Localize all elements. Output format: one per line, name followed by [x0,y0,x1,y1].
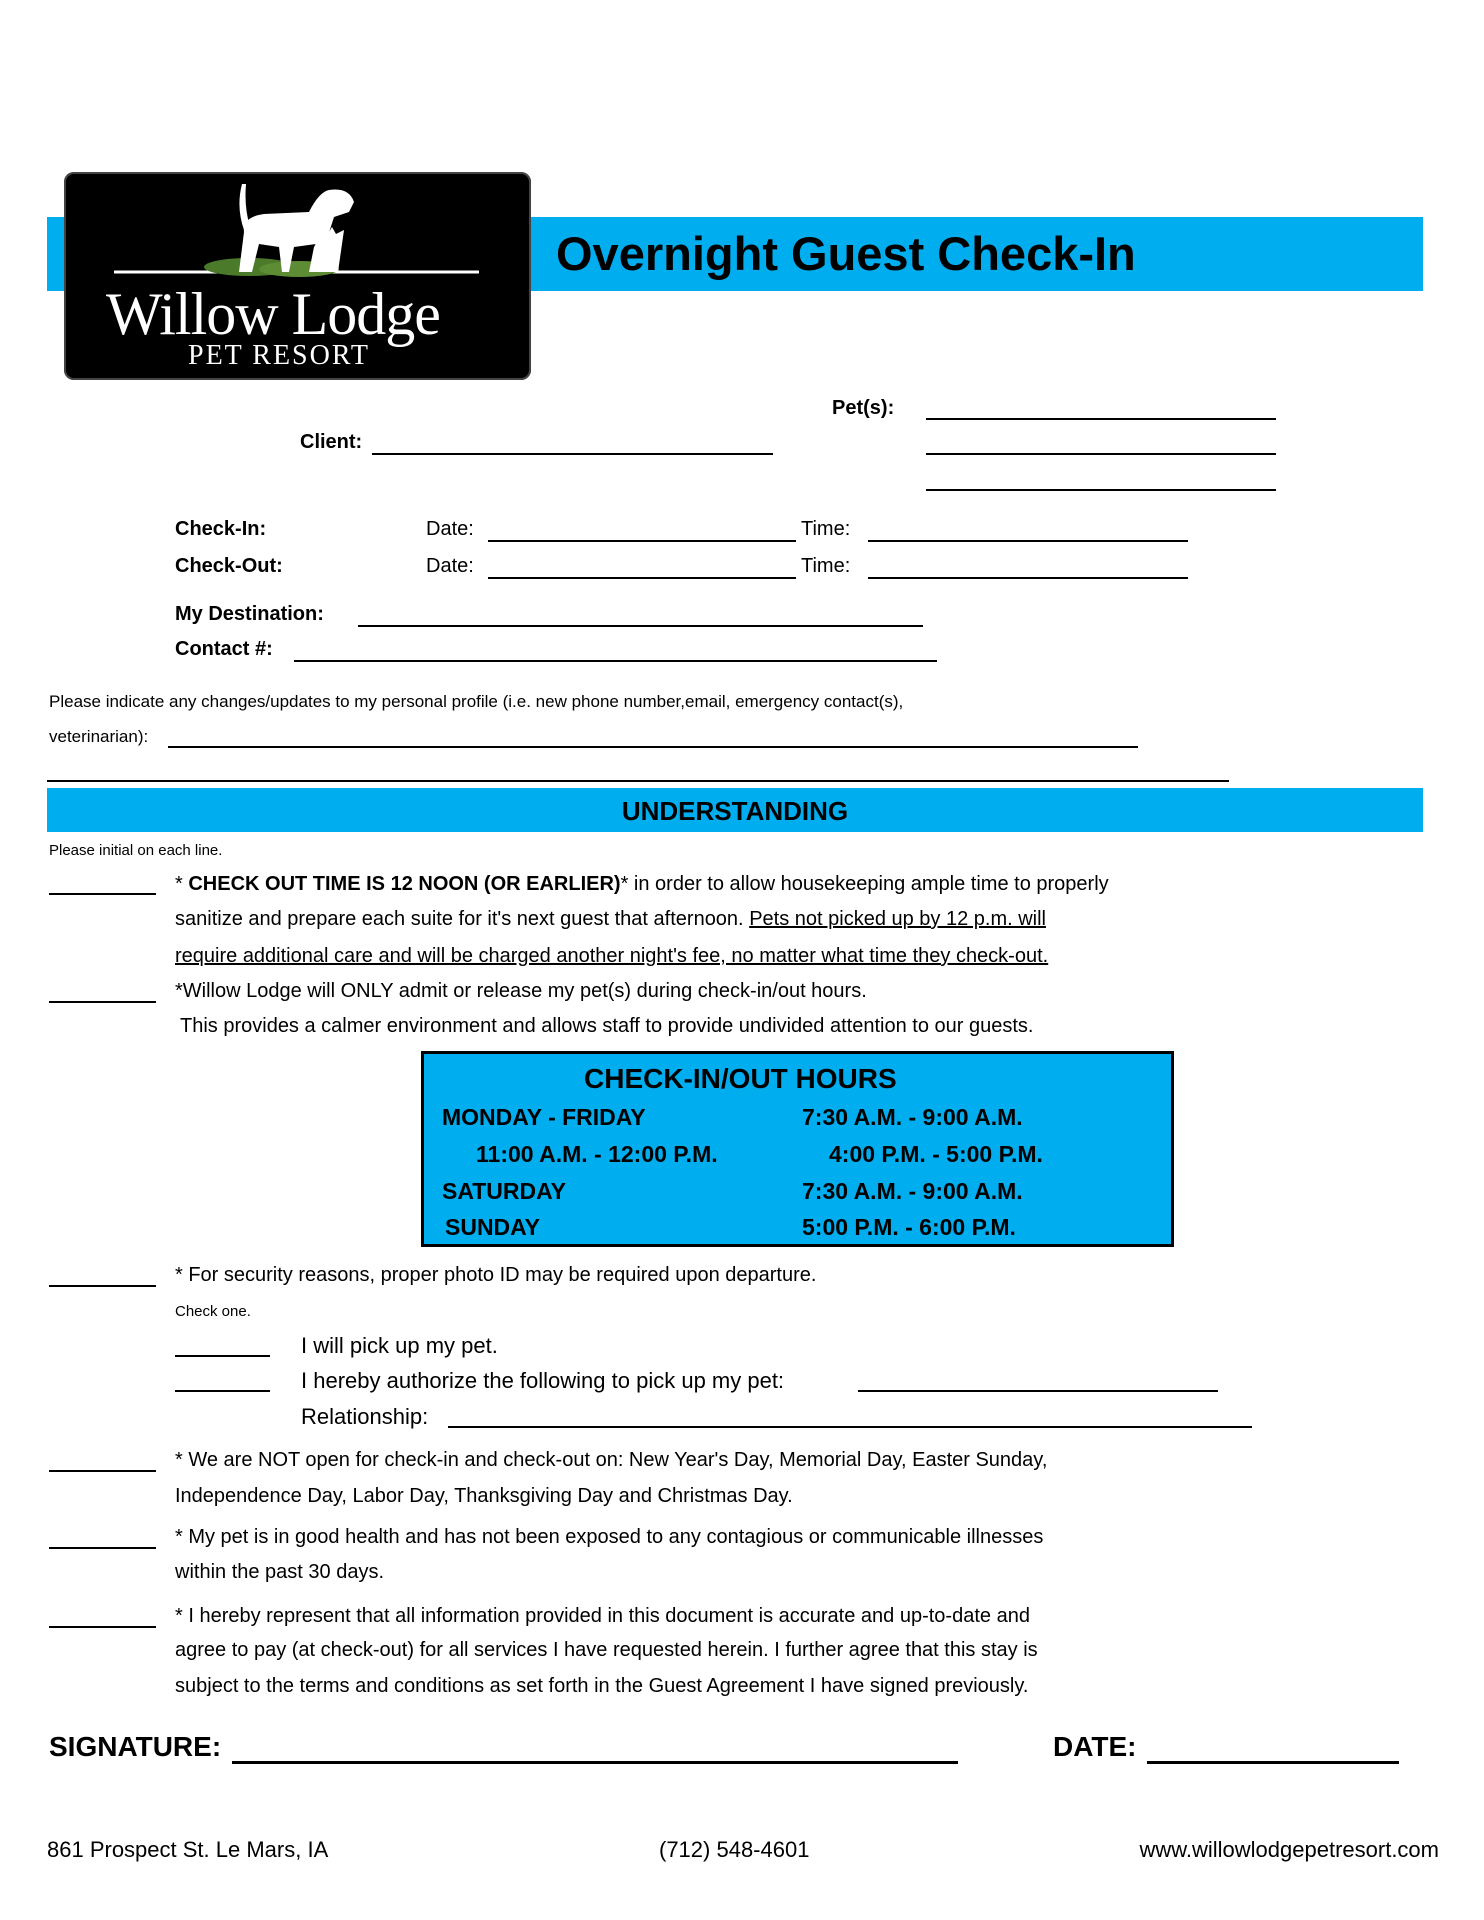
initial-field-3[interactable] [49,1285,156,1287]
item2-line1: *Willow Lodge will ONLY admit or release my pet(s) during check-in/out hours. [175,980,867,1002]
checkin-date-label: Date: [426,518,474,540]
profile-field-2[interactable] [47,780,1229,782]
item6-line3: subject to the terms and conditions as set forth in the Guest Agreement I have signed previously. [175,1675,1029,1697]
profile-instruction: Please indicate any changes/updates to my personal profile (i.e. new phone number,email, emergency contact(s), [49,692,904,711]
hours-title: CHECK-IN/OUT HOURS [584,1063,897,1094]
item1-line2-text: sanitize and prepare each suite for it's next guest that afternoon. [175,908,744,930]
checkin-time-label: Time: [801,518,851,540]
check-one-label: Check one. [175,1303,251,1320]
item6-line1: * I hereby represent that all information provided in this document is accurate and up-to-date and [175,1605,1030,1627]
hours-row-time: 7:30 A.M. - 9:00 A.M. [802,1178,1023,1204]
profile-field-1[interactable] [168,746,1138,748]
understanding-title: UNDERSTANDING [621,796,849,826]
authorized-person-field[interactable] [858,1390,1218,1392]
checkout-label: Check-Out: [175,555,283,577]
item6-line2: agree to pay (at check-out) for all services I have requested herein. I further agree that this stay is [175,1639,1038,1661]
client-field[interactable] [372,453,773,455]
logo-subtitle: PET RESORT [188,340,370,371]
pets-label: Pet(s): [832,397,895,419]
checkin-label: Check-In: [175,518,267,540]
hours-row-time: 5:00 P.M. - 6:00 P.M. [802,1214,1016,1240]
initial-field-4[interactable] [49,1470,156,1472]
initial-instruction: Please initial on each line. [49,842,223,859]
item2-line2: This provides a calmer environment and allows staff to provide undivided attention to our guests. [180,1015,1034,1037]
item5-line2: within the past 30 days. [175,1561,385,1583]
signature-label: SIGNATURE: [49,1731,222,1762]
initial-field-1[interactable] [49,893,156,895]
destination-field[interactable] [358,625,923,627]
logo [64,172,531,380]
contact-field[interactable] [294,660,937,662]
item1-bold: CHECK OUT TIME IS 12 NOON (OR EARLIER) [188,873,621,895]
checkout-date-label: Date: [426,555,474,577]
pet-field-3[interactable] [926,489,1276,491]
footer-address: 861 Prospect St. Le Mars, IA [47,1837,329,1862]
hours-row-time: 7:30 A.M. - 9:00 A.M. [802,1104,1023,1130]
date-label: DATE: [1053,1731,1137,1762]
checkin-time-field[interactable] [868,540,1188,542]
initial-field-2[interactable] [49,1001,156,1003]
contact-label: Contact #: [175,638,273,660]
footer-website[interactable]: www.willowlodgepetresort.com [1139,1837,1439,1862]
hours-row-day: SATURDAY [442,1178,566,1204]
initial-field-5[interactable] [49,1547,156,1549]
item1-line2 [175,909,1046,929]
page-title: Overnight Guest Check-In [556,227,1136,280]
hours-box [421,1051,1174,1247]
hours-row-day: 11:00 A.M. - 12:00 P.M. [476,1141,718,1167]
item4-line2: Independence Day, Labor Day, Thanksgiving Day and Christmas Day. [175,1485,793,1507]
footer-phone: (712) 548-4601 [659,1837,810,1862]
hours-row-time: 4:00 P.M. - 5:00 P.M. [829,1141,1043,1167]
initial-field-6[interactable] [49,1626,156,1628]
item1-rest: * in order to allow housekeeping ample time to properly [620,873,1109,895]
relationship-label: Relationship: [301,1404,429,1429]
checkin-date-field[interactable] [488,540,796,542]
item5-line1: * My pet is in good health and has not been exposed to any contagious or communicable illnesses [175,1526,1044,1548]
pickup-authorized-label: I hereby authorize the following to pick up my pet: [301,1368,785,1393]
checkout-time-label: Time: [801,555,851,577]
pickup-self-checkbox[interactable] [175,1355,270,1357]
item1-underline-2: require additional care and will be charged another night's fee, no matter what time they check-out. [175,945,1049,967]
checkout-time-field[interactable] [868,577,1188,579]
hours-row-day: SUNDAY [445,1214,541,1240]
item1-line1: * CHECK OUT TIME IS 12 NOON (OR EARLIER)* in order to allow housekeeping ample time to properly [175,873,1109,895]
pickup-authorized-checkbox[interactable] [175,1390,270,1392]
logo-name: Willow Lodge [106,281,440,347]
pet-field-1[interactable] [926,418,1276,420]
item3-text: * For security reasons, proper photo ID may be required upon departure. [175,1264,817,1286]
pickup-self-label: I will pick up my pet. [301,1333,498,1358]
checkout-date-field[interactable] [488,577,796,579]
pet-field-2[interactable] [926,453,1276,455]
relationship-field[interactable] [448,1426,1252,1428]
item1-underline-1: Pets not picked up by 12 p.m. will [749,908,1047,930]
client-label: Client: [300,431,363,453]
vet-label: veterinarian): [49,727,149,746]
destination-label: My Destination: [175,603,324,625]
signature-date-field[interactable] [1147,1761,1399,1764]
signature-field[interactable] [232,1761,958,1764]
hours-row-day: MONDAY - FRIDAY [442,1104,646,1130]
item4-line1: * We are NOT open for check-in and check-out on: New Year's Day, Memorial Day, Easter Sunday, [175,1449,1048,1471]
